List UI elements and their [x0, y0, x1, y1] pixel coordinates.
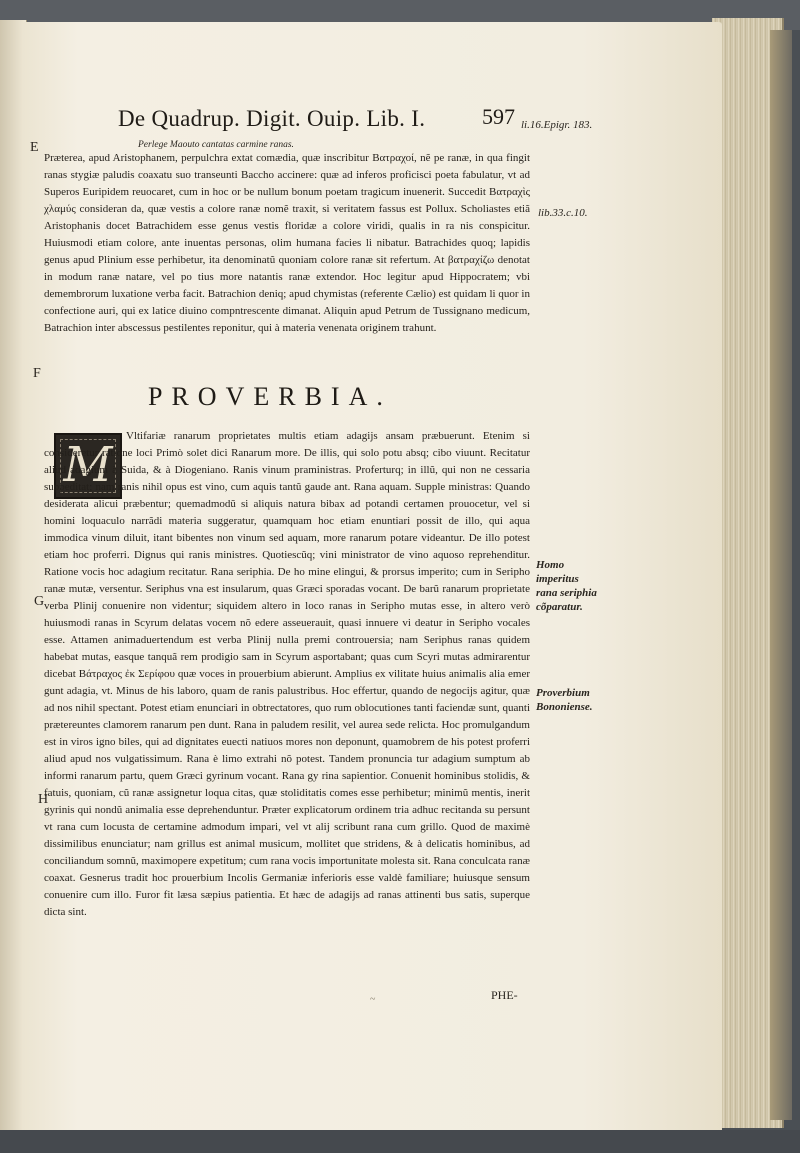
initial-letter: M: [63, 437, 113, 493]
background-bottom: [0, 1130, 800, 1153]
verse-caption: Perlege Maouto cantatas carmine ranas.: [138, 140, 294, 150]
gutter-letter-h: H: [38, 792, 49, 807]
section-heading: PROVERBIA.: [148, 382, 392, 411]
gutter-letter-g: G: [34, 594, 45, 609]
gutter-letter-f: F: [33, 366, 41, 381]
gutter-letter-e: E: [30, 140, 39, 155]
book-fore-edge: [770, 30, 792, 1120]
margin-note-book: lib.33.c.10.: [538, 207, 588, 219]
running-title: De Quadrup. Digit. Ouip. Lib. I.: [118, 106, 426, 131]
catchword: PHE-: [491, 988, 518, 1002]
paragraph-text: Præterea, apud Aristophanem, perpulchra extat comædia, quæ inscribitur Βατραχοί, nẽ pe ranæ, in qua fingit ranas stygiæ paludis coaxatu suo transeunti Baccho accinere: quæ ad inferos proficisci poeta fabulatur, vt ad Superos Euripidem reuocaret, cum in hoc or be nullum bonum poetam tragicum inuenerit. Succedit Βατραχὶς χλαμύς consideran da, quæ vestis a colore ranæ nomẽ traxit, si veritatem fassus est Pollux. Scholiastes etiã Aristophanis docet Batrachidem esse genus vestis floridæ a colore viridi, qualis in ra nis conspicitur. Huiusmodi etiam colore, ante inuentas personas, olim humana facies li nibatur. Batrachides quoq; lapidis genus apud Plinium esse perhibetur, ita denominatũ quoniam colore ranæ sit refertum. At βατραχίζω denotat in modum ranæ natare, vel po tius more natantis ranæ extendor. Hoc legitur apud Hippocratem; vbi demembrorum luxatione verba facit. Batrachion deniq; apud chymistas (referente Cælio) est quidam li quor in confectione auri, qui ex latice diuino compntrescente dimanat. Aliquin apud Petrum de Tussignano medicum, Batrachion inter abscessus pestilentes reponitur, qui à materia venenata originem trahunt.: [44, 152, 530, 334]
margin-note-epigram: li.16.Epigr. 183.: [521, 119, 593, 131]
signature-mark: ~: [370, 994, 376, 1005]
margin-note-homo: Homo imperitus rana seriphia cõparatur.: [536, 559, 597, 613]
paragraph-proverbia: [44, 428, 530, 980]
margin-note-proverbium: Proverbium Bononiense.: [536, 687, 593, 713]
paragraph-batrachoi: [44, 150, 530, 370]
page-number: 597: [482, 104, 515, 129]
paragraph-text: Vltifariæ ranarum proprietates multis etiam adagijs ansam præbuerunt. Etenim si consideretur ratione loci Primò solet dici Ranarum more. De illis, qui solo potu absq; cibo viuunt. Recitatur aliud adagium à Suida, & à Diogeniano. Ranis vinum praministras. Proferturq; in illũ, qui non ne cessaria suppeditat; nam ranis nihil opus est vino, cum aquis tantũ gaude ant. Rana aquam. Supple ministras: Quando desiderata alicui præbentur; quemadmodũ si aliquis natura bibax ad potandi certamen prouocetur, vel si homini loquaculo narrãdi materia suggeratur, quamquam hoc etiam enuntiari possit de illo, qui aqua immodica vinum diluit, itant bibentes non vinum sed aquam, more ranarum potare videantur. De illo potest etiam hoc proferri. Dignus qui ranis ministres. Quotiescũq; vini ministrator de vino aquoso reprehenditur. Ratione vocis hoc adagium recitatur. Rana seriphia. De ho mine elingui, & prorsus imperito; cum in Seripho ranæ mutæ, versentur. Seriphus vna est insularum, quas Græci sporadas vocant. De barũ ranarum proprietate verba Plinij conuenire non videntur; siquidem altero in loco ranas in Seripho mutas esse, in altero verò huiusmodi ranas in Scyrum delatas vocem nõ edere asseuerauit, quasi innuere vi deatur in Seripho vocales esse. Attamen animaduertendum est verba Plinij nulla premi controuersia; nam Seriphus ranas quidem habebat mutas, easque tanquã rem prodigio sam in Scyrum asportabant; quas cum Scyri mutas admirarentur dicebat Βάτραχος ἐκ Σερίφου quæ voces in prouerbium abierunt. Amplius ex vilitate huius animalis alia emer gunt adagia, vt. Minus de his laboro, quam de ranis palustribus. Hoc effertur, quando de negocijs agitur, quæ ad nos nihil spectant. Potest etiam enunciari in obtrectatores, quo rum oblocutiones tanti faciendæ sunt, quanti prætereuntes clamorem ranarum pen dunt. Rana in paludem resilit, vel aurea sede relicta. Hoc promulgandum est in viros igno biles, qui ad dignitates euecti natiuos mores non deponunt, quamobrem de his potest proferri aliud apud nos vulgatissimum. Rana è limo extrahi nõ potest. Tandem pronuncia tur adagium sumptum ab informi ranarum partu, quem Græci gyrinum vocant. Rana gy rina sapientior. Conuenit hominibus stolidis, & fatuis, quoniam, cũ ranæ assignetur loqua citas, quæ stoliditatis comes esse perhibetur; minimũ mentis, inerit gyrinis qui nondũ animalia esse deprehenduntur. Præter explicatorum ordinem tria adhuc recitanda su persunt vt rana cum locusta de certamine admodum impari, vel vt alij scribunt rana cum grillo. Quod de maximè dissimilibus enunciatur; nam grillus est animal musicum, mollitet que stridens, & à delicatis hominibus, ad conciliandum somnũ, maximopere expetitum; cum rana vocis importunitate molesta sit. Rana conculcata ranæ coaxat. Gesnerus tradit hoc prouerbium Incolis Germaniæ inferioris esse valdè familiare; huiusque sensum conuenire cum illo. Furor fit læsa sæpius patientia. Et hæc de adagijs ad ranas attinenti bus satis, superque dicta sint.: [44, 430, 530, 918]
